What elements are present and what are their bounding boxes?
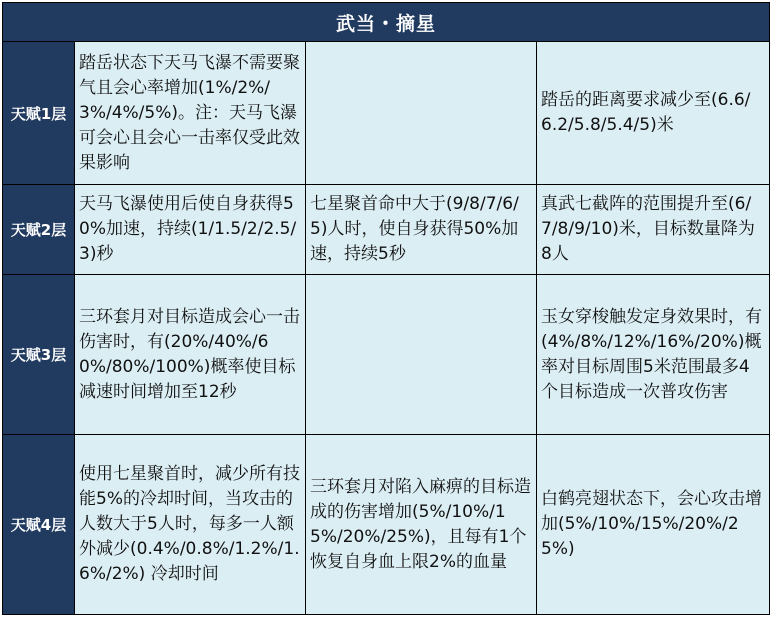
table-cell: [306, 42, 537, 185]
table-title: 武当・摘星: [3, 3, 770, 42]
table-row: [3, 275, 770, 435]
row-label: 天赋3层: [3, 275, 75, 435]
table-cell: 真武七截阵的范围提升至(6/7/8/9/10)米，目标数量降为8人: [537, 185, 770, 275]
table-cell: 玉女穿梭触发定身效果时，有(4%/8%/12%/16%/20%)概率对目标周围5米范围最多4个目标造成一次普攻伤害: [537, 275, 770, 435]
table-cell: 天马飞瀑使用后使自身获得50%加速，持续(1/1.5/2/2.5/3)秒: [75, 185, 306, 275]
table-row: [3, 185, 770, 275]
table-row: [3, 435, 770, 615]
table-cell: 三环套月对目标造成会心一击伤害时，有(20%/40%/60%/80%/100%)概率使目标减速时间增加至12秒: [75, 275, 306, 435]
talent-table: [2, 2, 770, 615]
row-label: 天赋2层: [3, 185, 75, 275]
table-cell: 使用七星聚首时，减少所有技能5%的冷却时间，当攻击的人数大于5人时，每多一人额外减少(0.4%/0.8%/1.2%/1.6%/2%) 冷却时间: [75, 435, 306, 615]
table-cell: [306, 275, 537, 435]
row-label: 天赋4层: [3, 435, 75, 615]
table-cell: 踏岳状态下天马飞瀑不需要聚气且会心率增加(1%/2%/3%/4%/5%)。注：天马飞瀑可会心且会心一击率仅受此效果影响: [75, 42, 306, 185]
table-cell: 白鹤亮翅状态下，会心攻击增加(5%/10%/15%/20%/25%): [537, 435, 770, 615]
table-cell: 七星聚首命中大于(9/8/7/6/5)人时，使自身获得50%加速，持续5秒: [306, 185, 537, 275]
title-row: [3, 3, 770, 42]
row-label: 天赋1层: [3, 42, 75, 185]
table-row: [3, 42, 770, 185]
table-cell: 踏岳的距离要求减少至(6.6/6.2/5.8/5.4/5)米: [537, 42, 770, 185]
table-cell: 三环套月对陷入麻痹的目标造成的伤害增加(5%/10%/15%/20%/25%)，且每有1个恢复自身血上限2%的血量: [306, 435, 537, 615]
